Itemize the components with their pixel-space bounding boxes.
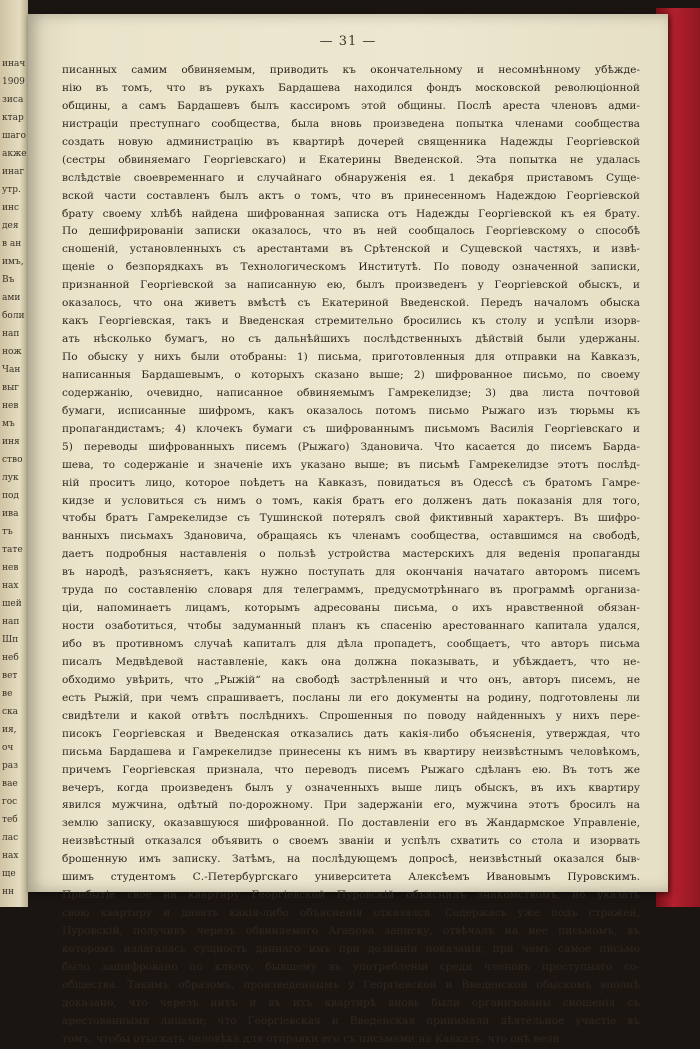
left-page-fragment: лук: [2, 473, 19, 483]
text-line: создать новую администрацію въ квартирѣ дочерей священника Надежды Георгіевской: [62, 135, 640, 148]
text-line: По обыску у нихъ были отобраны: 1) письма, приготовленныя для отправки на Кавказъ,: [62, 351, 640, 363]
text-line: явился мужчина, одѣтый по-дорожному. При задержаніи его, мужчина этотъ бросилъ на: [62, 799, 640, 812]
text-line: Прибытіе свое на квартиру Георгіевской Пуровскій объяснилъ знакомствомъ, но указать: [62, 889, 640, 902]
text-line: было зашифровано по ключу, бывшему въ употребленіи среди членовъ преступнаго со-: [62, 960, 640, 973]
text-line: есть Рыжій, при чемъ спрашиваетъ, посланы ли его документы на родину, подготовлены ли: [62, 691, 640, 704]
text-line: писанных самим обвиняемым, приводить къ окончательному и несомнѣнному убѣжде-: [62, 64, 640, 76]
left-page-fragment: ще: [2, 869, 16, 879]
text-line: нію въ томъ, что въ рукахъ Бардашева находился фондъ московской революціонной: [62, 81, 640, 94]
text-line: 5) переводы шифрованныхъ писемъ (Рыжаго) Здановича. Что касается до писемъ Барда-: [62, 440, 640, 453]
left-page-fragment: нн: [2, 887, 14, 897]
left-page-fragment: нах: [2, 581, 19, 591]
left-page-fragment: Чан: [2, 365, 21, 375]
left-page-fragment: ство: [2, 455, 23, 465]
text-line: ибо въ противномъ случаѣ капиталъ для дѣла пропадетъ, сообщаетъ, что авторъ письма: [62, 638, 640, 650]
text-line: которомъ излагалась сущность даннаго имъ при дознаніи показанія, при чемъ самое письмо: [62, 942, 640, 955]
text-line: брату своему хлѣбѣ найдена шифрованная записка отъ Надежды Георгіевской къ ея брату.: [62, 207, 640, 220]
text-line: какъ Георгіевская, такъ и Введенская стремительно бросились къ столу и успѣли изорв-: [62, 315, 640, 328]
text-line: содержанію, очевидно, написанное обвиняемымъ Гамрекелидзе; 3) два листа почтовой: [62, 386, 640, 399]
text-line: обходимо увѣрить, что „Рыжій“ на свободѣ застрѣленный и что онъ, авторъ писемъ, не: [62, 673, 640, 686]
text-line: (сестры обвиняемаго Георгіевскаго) и Екатерины Введенской. Эта попытка не удалась: [62, 153, 640, 166]
left-page-fragment: оч: [2, 743, 14, 753]
text-line: шева, то содержаніе и значеніе ихъ указано выше; въ письмѣ Гамрекелидзе этотъ послѣд-: [62, 458, 640, 471]
text-line: ній проситъ лицо, которое поѣдетъ на Кавказъ, повидаться въ Одессѣ съ братомъ Гамре-: [62, 476, 640, 489]
text-line: ности озаботиться, чтобы задуманный планъ къ спасенію арестованнаго капитала удался,: [62, 620, 640, 633]
left-page-fragment: ия,: [2, 725, 17, 735]
left-page-fragment: ктар: [2, 113, 24, 123]
text-line: написанныя Бардашевымъ, о которыхъ сказано выше; 2) шифрованное письмо, по своему: [62, 368, 640, 381]
text-line: ать нѣсколько бумагъ, но съ дальнѣйшихъ послѣдственныхъ дѣйствій были удержаны.: [62, 333, 640, 346]
text-line: шимъ студентомъ С.-Петербургскаго университета Алексѣемъ Ивановымъ Пуровскимъ.: [62, 871, 640, 884]
left-page-fragment: под: [2, 491, 19, 501]
left-page-fragment: неб: [2, 653, 19, 663]
left-page-fragment: мъ: [2, 419, 15, 429]
left-page-fragment: гос: [2, 797, 18, 807]
text-line: бумаги, исписанные шифромъ, какъ оказалось потомъ письмо Рыжаго изъ тюрьмы къ: [62, 404, 640, 417]
text-line: въ народѣ, разъясняетъ, какъ нужно поступать для окончанія начатаго авторомъ писемъ: [62, 566, 640, 579]
left-page-fragment: нев: [2, 563, 19, 573]
text-line: свидѣтели и какой отвѣтъ послѣднихъ. Спрошенныя по поводу найденныхъ у нихъ пере-: [62, 709, 640, 722]
text-line: даетъ подробныя наставленія о пользѣ устройства мастерскихъ для веденія пропаганды: [62, 548, 640, 561]
text-line: брошенную имъ записку. Затѣмъ, на послѣдующемъ допросѣ, неизвѣстный оказался быв-: [62, 853, 640, 866]
left-page-fragment: боли: [2, 311, 25, 321]
left-page-fragment: нап: [2, 329, 20, 339]
left-page-fragment: ива: [2, 509, 19, 519]
text-line: писокъ Георгіевская и Введенская отказались дать какія-либо объясненія, утверждая, что: [62, 727, 640, 740]
text-line: писалъ Медвѣдевой наставленіе, какъ она должна показывать, и убѣждаетъ, что не-: [62, 655, 640, 668]
text-line: общины, а самъ Бардашевъ былъ кассиромъ этой общины. Послѣ ареста членовъ адми-: [62, 99, 640, 112]
left-page-fragment: акже: [2, 149, 27, 159]
text-line: сношеній, установленныхъ съ арестантами въ Срѣтенской и Сущевской частяхъ, и извѣ-: [62, 243, 640, 256]
left-page-edge: [0, 0, 28, 907]
left-page-fragment: вае: [2, 779, 18, 789]
left-page-fragment: раз: [2, 761, 19, 771]
left-page-fragment: вет: [2, 671, 18, 681]
left-page-fragment: выг: [2, 383, 19, 393]
left-page-fragment: шаго: [2, 131, 26, 141]
text-line: По дешифрированіи записки оказалось, что въ ней сообщалось Георгіевскому о способѣ: [62, 225, 640, 238]
text-line: щеніе о безпорядкахъ въ Технологическомъ Институтѣ. По поводу означенной записки,: [62, 261, 640, 274]
left-page-fragment: тъ: [2, 527, 13, 537]
left-page-fragment: утр.: [2, 185, 21, 195]
text-line: труда по составленію словаря для телеграммъ, предусмотрѣннаго въ программѣ организа-: [62, 584, 640, 597]
left-page-fragment: лас: [2, 833, 19, 843]
left-page-fragment: зиса: [2, 95, 24, 105]
left-page-fragment: ами: [2, 293, 21, 303]
page-text: [62, 62, 640, 1049]
text-line: вечеръ, когда произведенъ былъ у означенныхъ выше лицъ обыскъ, въ ихъ квартиру: [62, 781, 640, 794]
text-line: томъ, чтобы отыскать человѣка для отправки его съ письмами на Кавказъ, что онѣ вели: [62, 1032, 560, 1045]
left-page-fragment: иня: [2, 437, 20, 447]
text-line: кидзе и условиться съ нимъ о томъ, какія братъ его долженъ дать показанія для того,: [62, 494, 640, 507]
left-page-fragment: шей: [2, 599, 22, 609]
text-line: арестованными лицами; что Георгіевская и Введенская принимали дѣятельное участіе въ: [62, 1014, 640, 1027]
text-line: оказалось, что она живетъ вмѣстѣ съ Екатериной Введенской. Передъ началомъ обыска: [62, 297, 640, 310]
left-page-fragment: нах: [2, 851, 19, 861]
left-page-fragment: 1909: [2, 77, 25, 87]
text-line: неизвѣстный отказался объявить о своемъ званіи и успѣлъ схватить со стола и изорвать: [62, 835, 640, 848]
left-page-fragment: имъ,: [2, 257, 24, 267]
text-line: ванныхъ письмахъ Здановича, обращаясь къ членамъ сообщества, оставшимся на свободѣ,: [62, 530, 640, 543]
text-line: признанной Георгіевской за написанную ею, былъ произведенъ у Георгіевской обыскъ, и: [62, 279, 640, 292]
left-page-fragment: дея: [2, 221, 19, 231]
page-number: — 31 —: [319, 34, 377, 49]
left-page-fragment: в ан: [2, 239, 22, 249]
left-page-fragment: Въ: [2, 275, 15, 285]
text-line: нистраціи преступнаго сообщества, была вновь произведена попытка членами сообщества: [62, 117, 640, 130]
text-line: пропагандистамъ; 4) клочекъ бумаги съ шифрованнымъ письмомъ Василія Георгіевскаго и: [62, 422, 640, 435]
left-page-fragment: инс: [2, 203, 20, 213]
left-page-fragment: инач: [2, 59, 26, 69]
left-page-fragment: Шп: [2, 635, 19, 645]
left-page-fragment: ве: [2, 689, 13, 699]
left-page-fragment: нож: [2, 347, 22, 357]
text-line: доказано, что черезъ нихъ и въ ихъ квартирѣ вновь были организованы сношенія съ: [62, 996, 640, 1009]
left-page-fragment: тате: [2, 545, 23, 555]
text-line: Пуровскій, получивъ черезъ обвиняемаго Агапова записку, отвѣчалъ на нее письмомъ, въ: [62, 925, 640, 937]
text-line: свою квартиру и давать какія-либо объясненія отказался. Содержась уже подъ стражей,: [62, 907, 640, 920]
left-page-fragment: теб: [2, 815, 18, 825]
text-line: землю записку, оказавшуюся шифрованной. По доставленіи его въ Жандармское Управленіе,: [62, 817, 640, 830]
text-line: вслѣдствіе своевременнаго и случайнаго обнаруженія ея. 1 декабря приставомъ Суще-: [62, 171, 640, 184]
left-page-fragment: нап: [2, 617, 20, 627]
left-page-fragment: инаг: [2, 167, 25, 177]
book-page: [28, 14, 668, 1045]
text-line: чтобы братъ Гамрекелидзе съ Тушинской потерялъ свой фиктивный характеръ. Въ шифро-: [62, 512, 640, 525]
text-line: общества. Такимъ образомъ, произведеннымъ у Георгіевской и Введенской обыскомъ вполнѣ: [62, 978, 640, 991]
left-page-fragment: ска: [2, 707, 19, 717]
text-line: письма Бардашева и Гамрекелидзе принесены къ нимъ въ квартиру неизвѣстнымъ человѣкомъ,: [62, 745, 640, 758]
text-line: причемъ Георгіевская признала, что переводъ писемъ Рыжаго сдѣланъ ею. Въ тотъ же: [62, 763, 640, 776]
text-line: вской части составленъ былъ актъ о томъ, что въ принесенномъ Надеждою Георгіевской: [62, 189, 640, 202]
left-page-fragment: нев: [2, 401, 19, 411]
text-line: ціи, напоминаетъ лицамъ, которымъ адресованы письма, о ихъ нравственной обязан-: [62, 602, 640, 615]
